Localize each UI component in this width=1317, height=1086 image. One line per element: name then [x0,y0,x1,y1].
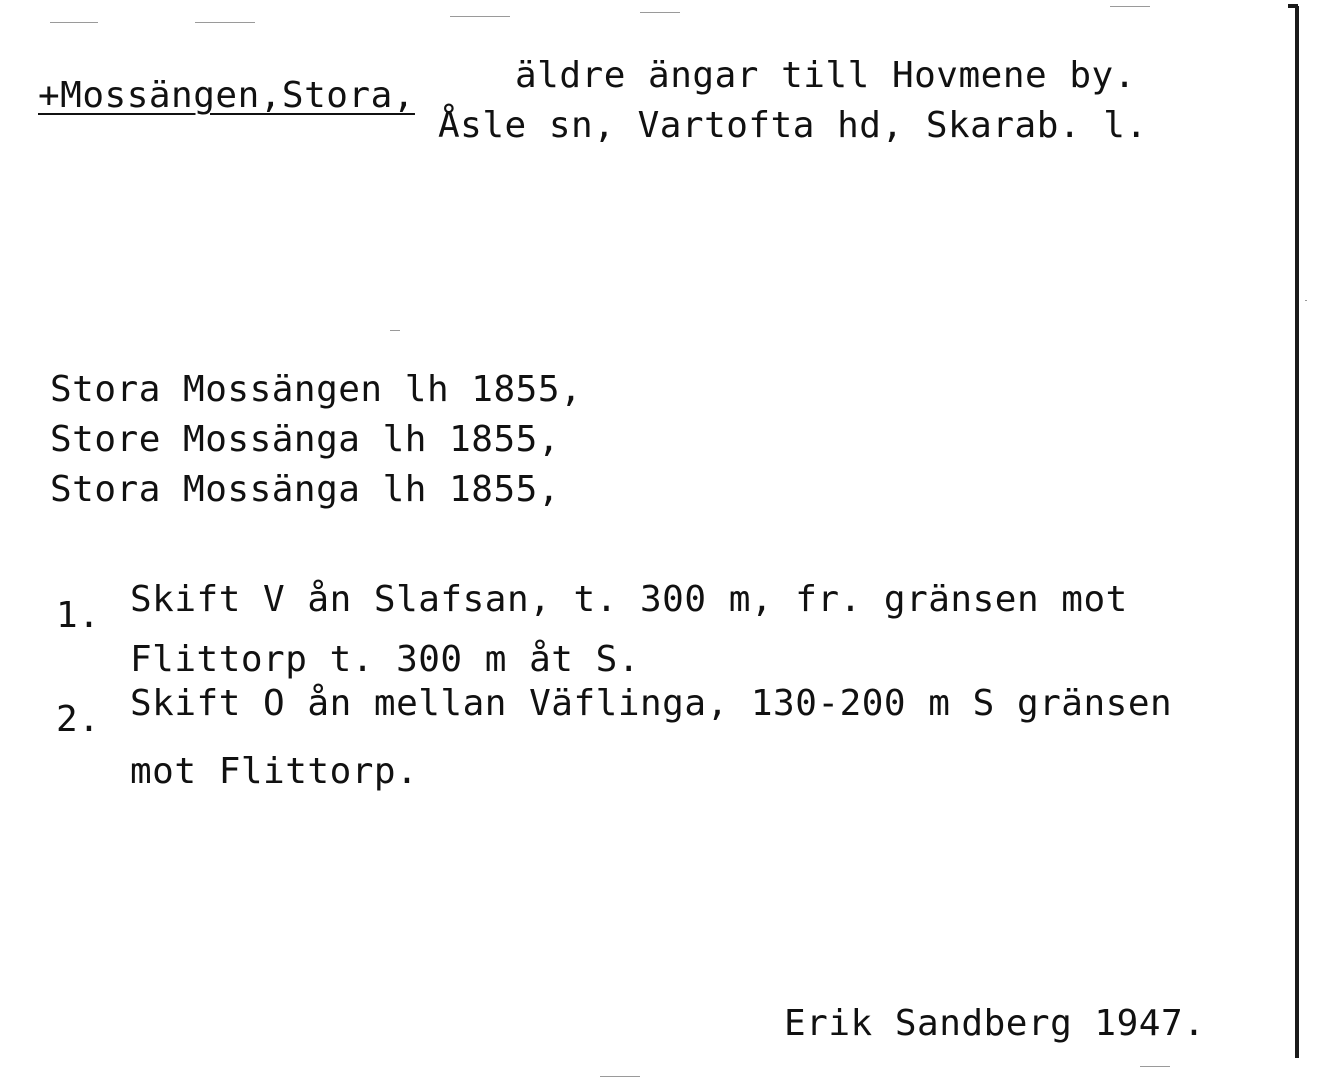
form-line: Store Mossänga lh 1855, [50,419,560,460]
form-line: Stora Mossängen lh 1855, [50,369,583,410]
description-line-2: Åsle sn, Vartofta hd, Skarab. l. [438,105,1148,146]
card-right-edge [1295,6,1299,1058]
headword: +Mossängen,Stora, [38,75,415,116]
item-text-line-1: Skift V ån Slafsan, t. 300 m, fr. gränsen mot [130,579,1128,620]
form-line: Stora Mossänga lh 1855, [50,469,560,510]
item-number: 2. [56,699,101,740]
item-text-line-1: Skift O ån mellan Väflinga, 130-200 m S gränsen [130,683,1173,724]
item-number: 1. [56,595,101,636]
signature: Erik Sandberg 1947. [784,1003,1206,1044]
item-text-line-2: mot Flittorp. [130,751,419,792]
description-line-1: äldre ängar till Hovmene by. [515,55,1136,96]
card-corner [1288,4,1298,8]
item-text-line-2: Flittorp t. 300 m åt S. [130,639,640,680]
